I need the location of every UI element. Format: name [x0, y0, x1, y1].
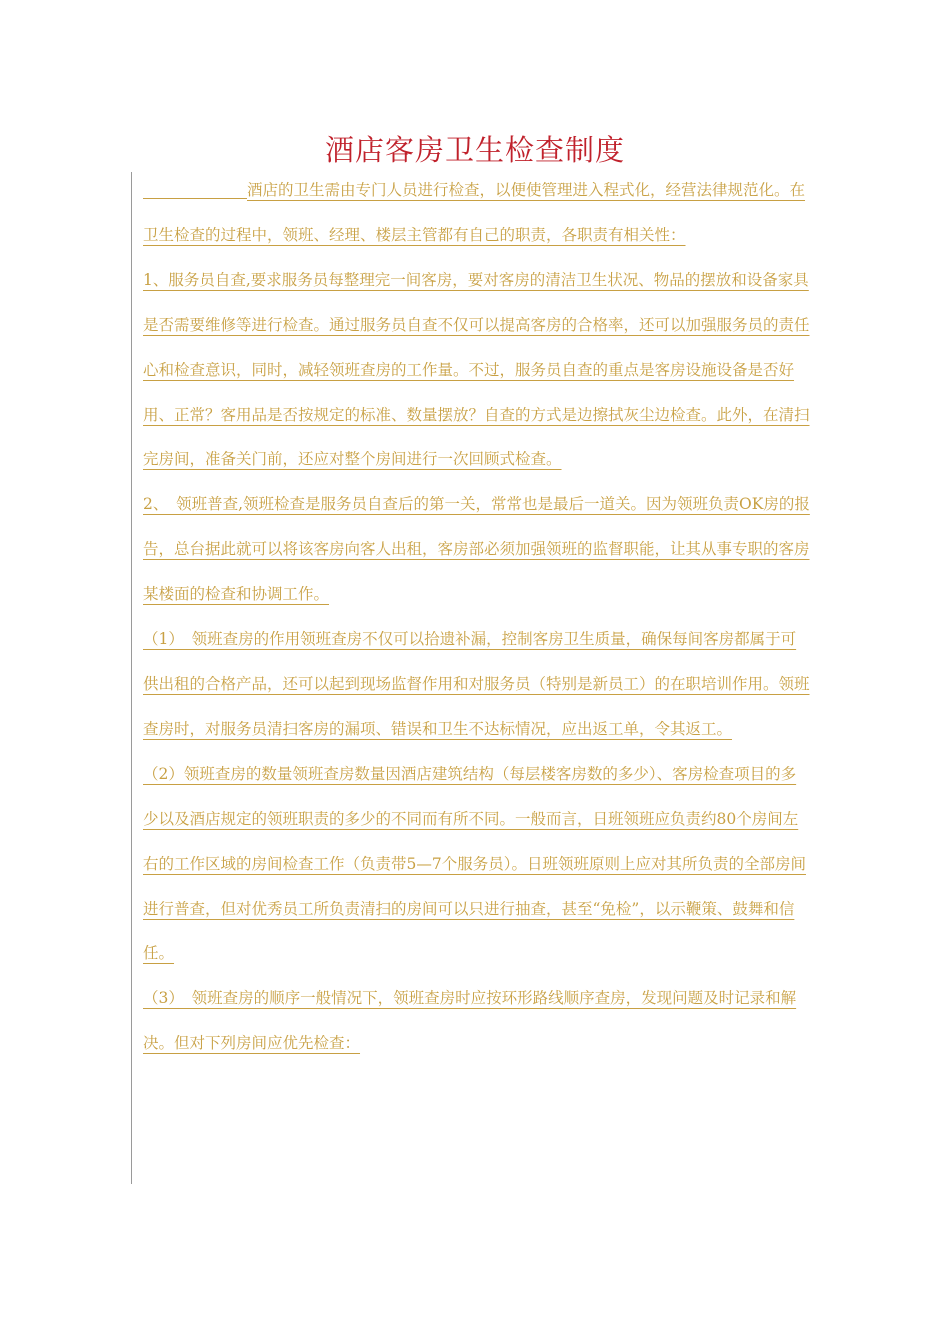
- subsection-3-paragraph: （3） 领班查房的顺序一般情况下，领班查房时应按环形路线顺序查房，发现问题及时记录和解决。但对下列房间应优先检查：: [143, 989, 797, 1053]
- intro-paragraph: 酒店的卫生需由专门人员进行检查，以便使管理进入程式化，经营法律规范化。在卫生检查的过程中，领班、经理、楼层主管都有自己的职责，各职责有相关性：: [143, 181, 806, 244]
- document-body: [143, 168, 811, 1066]
- left-margin-rule: [131, 172, 132, 1184]
- document-title: 酒店客房卫生检查制度: [324, 133, 625, 167]
- section-2-paragraph: 2、 领班普查,领班检查是服务员自查后的第一关，常常也是最后一道关。因为领班负责OK房的报告，总台据此就可以将该客房向客人出租，客房部必须加强领班的监督职能，让其从事专职的客房某楼面的检查和协调工作。: [143, 495, 810, 604]
- subsection-1-paragraph: （1） 领班查房的作用领班查房不仅可以拾遗补漏，控制客房卫生质量，确保每间客房都属于可供出租的合格产品，还可以起到现场监督作用和对服务员（特别是新员工）的在职培训作用。领班查房时，对服务员清扫客房的漏项、错误和卫生不达标情况，应出返工单，令其返工。: [143, 630, 810, 738]
- subsection-2-paragraph: （2）领班查房的数量领班查房数量因酒店建筑结构（每层楼客房数的多少）、客房检查项目的多少以及酒店规定的领班职责的多少的不同而有所不同。一般而言，日班领班应负责约80个房间左右的工作区域的房间检查工作（负责带5—7个服务员）。日班领班原则上应对其所负责的全部房间进行普查，但对优秀员工所负责清扫的房间可以只进行抽查，甚至“免检”，以示鞭策、鼓舞和信任。: [143, 764, 806, 963]
- paragraph-indent: [143, 180, 247, 199]
- section-1-paragraph: 1、服务员自查,要求服务员每整理完一间客房，要对客房的清洁卫生状况、物品的摆放和设备家具是否需要维修等进行检查。通过服务员自查不仅可以提高客房的合格率，还可以加强服务员的责任心和检查意识，同时，减轻领班查房的工作量。不过，服务员自查的重点是客房设施设备是否好用、正常？客用品是否按规定的标准、数量摆放？自查的方式是边擦拭灰尘边检查。此外，在清扫完房间，准备关门前，还应对整个房间进行一次回顾式检查。: [143, 270, 810, 469]
